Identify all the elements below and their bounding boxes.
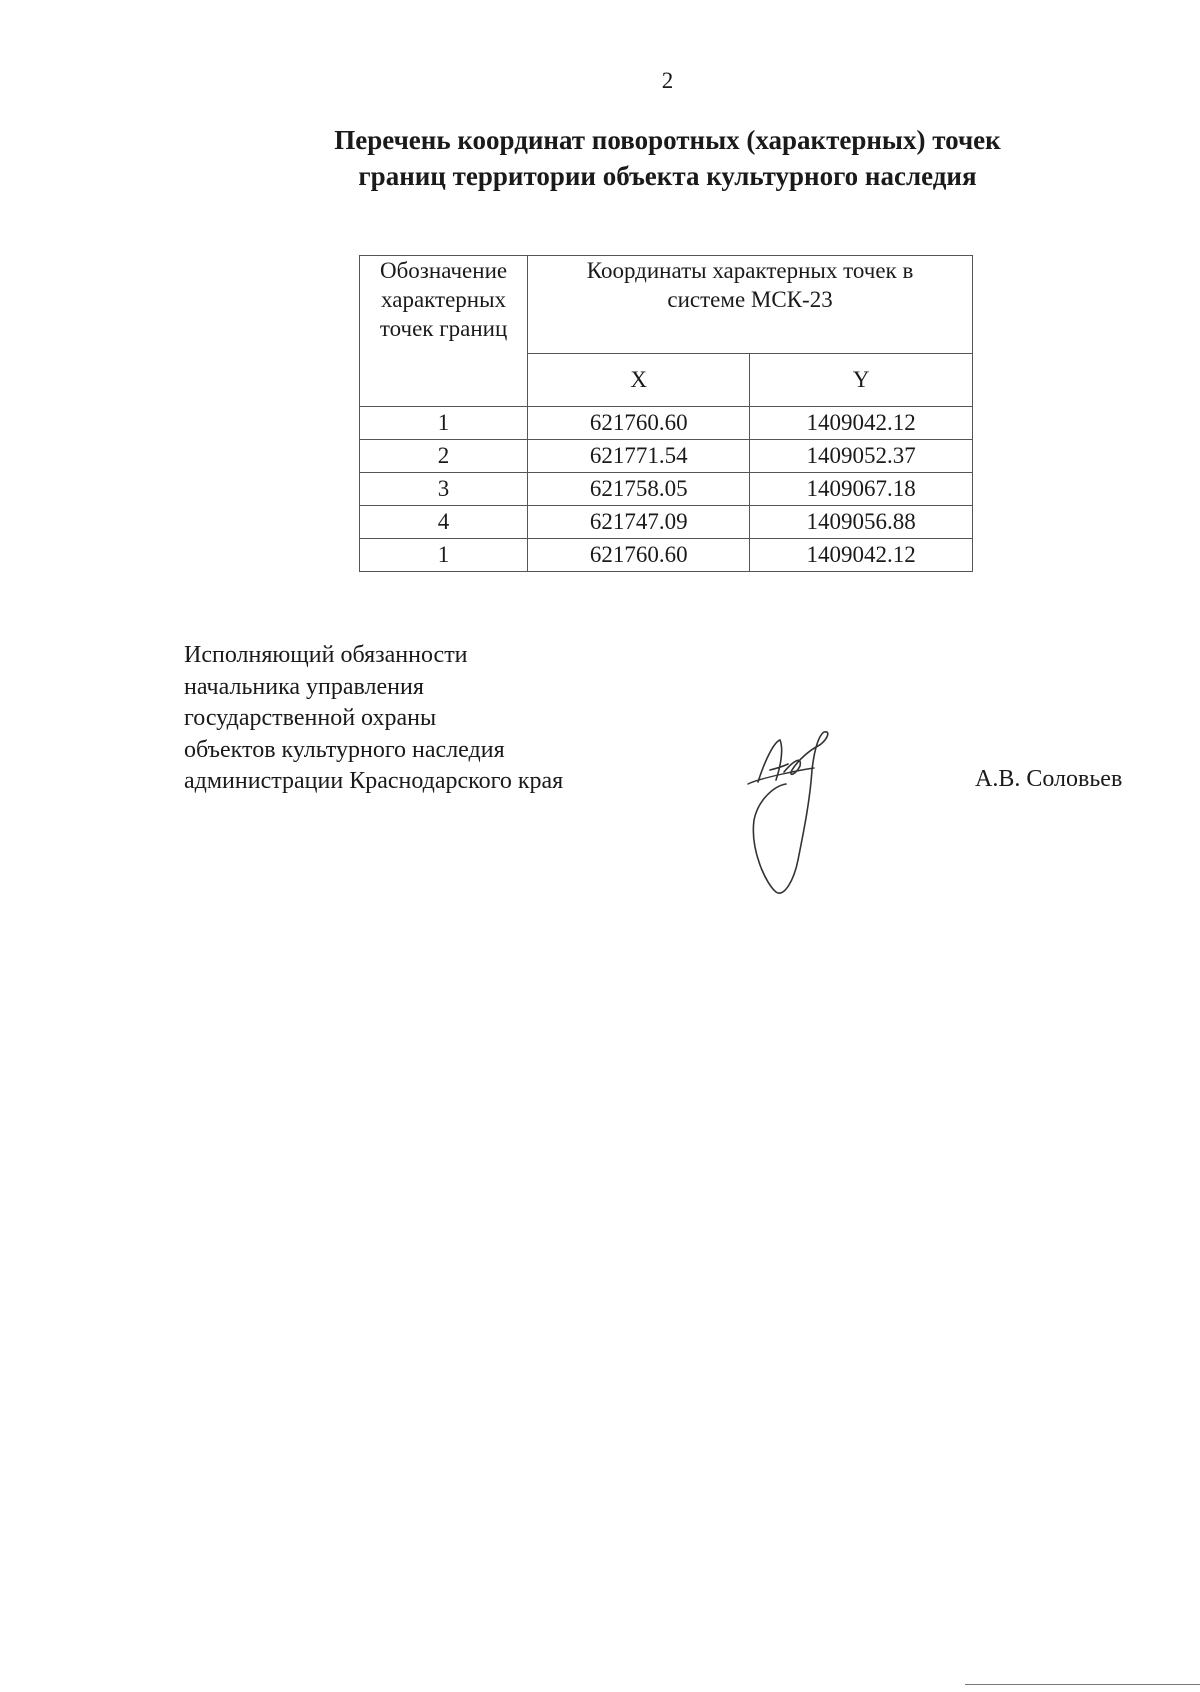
table-row [360,539,973,572]
point-cell: 4 [360,506,528,539]
title-line-2: границ территории объекта культурного наследия [358,161,977,191]
x-cell: 621760.60 [528,407,750,440]
y-cell: 1409056.88 [750,506,973,539]
table-row [360,473,973,506]
coordinates-header: Координаты характерных точек в системе МСК-23 [528,256,973,354]
page-number: 2 [661,68,674,93]
point-cell: 1 [360,539,528,572]
document-title [250,122,1085,194]
signer-position-line: объектов культурного наследия [184,736,505,763]
y-cell: 1409042.12 [750,539,973,572]
x-cell: 621758.05 [528,473,750,506]
table-row [360,440,973,473]
signer-position-line: государственной охраны [184,705,437,731]
title-line-1: Перечень координат поворотных (характерных) точек [334,125,1001,155]
signer-name: А.В. Соловьев [975,766,1123,792]
designation-header: Обозначение характерных точек границ [360,256,528,407]
bottom-divider [965,1684,1200,1685]
table-row [360,407,973,440]
y-header: Y [750,354,973,407]
handwritten-signature [740,720,860,905]
x-cell: 621771.54 [528,440,750,473]
y-cell: 1409052.37 [750,440,973,473]
x-cell: 621760.60 [528,539,750,572]
signer-position-line: начальника управления [184,673,424,700]
signer-position-line: Исполняющий обязанности [184,642,468,668]
point-cell: 2 [360,440,528,473]
signer-position [184,640,563,798]
x-header: X [528,354,750,407]
table-row [360,506,973,539]
point-cell: 1 [360,407,528,440]
signer-position-line: администрации Краснодарского края [184,768,564,794]
x-cell: 621747.09 [528,506,750,539]
point-cell: 3 [360,473,528,506]
table-header-row [360,256,973,354]
y-cell: 1409067.18 [750,473,973,506]
y-cell: 1409042.12 [750,407,973,440]
coordinates-table [359,255,973,572]
